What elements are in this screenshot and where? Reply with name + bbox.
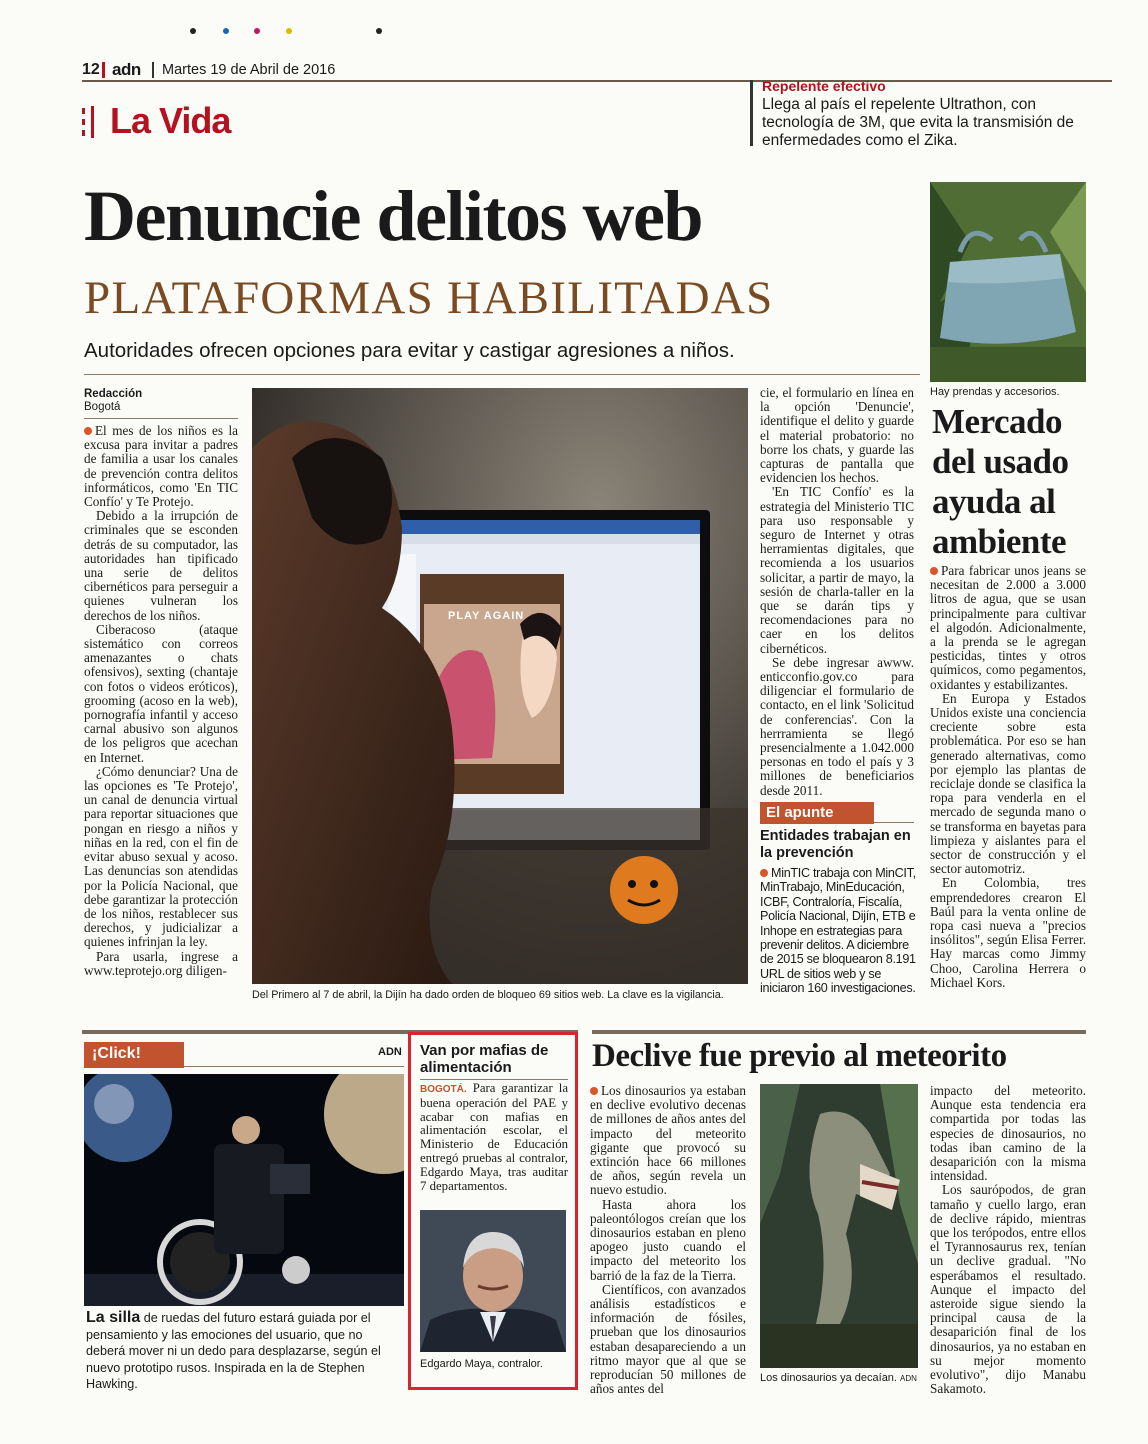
sidebar-photo (930, 182, 1086, 382)
click-caption-bold: La silla (86, 1309, 141, 1326)
apunte-text: MinTIC trabaja con MinCIT, MinTrabajo, MinEducación, ICBF, Contraloría, Fiscalía, Policía Nacional, Dijín, ETB e Inhope en estrategias para prevenir delitos. A diciembre de 2015 se bloquearon 8.191 URL de sitios web y se iniciaron 160 investigaciones. (760, 866, 916, 996)
main-photo (252, 388, 748, 984)
teaser-bar (750, 80, 753, 146)
click-photo (84, 1074, 404, 1306)
page-number: 12 (82, 61, 100, 78)
dinos-col2 (930, 1084, 1086, 1396)
paragraph: En Europa y Estados Unidos existe una conciencia creciente sobre esta problemática. Por eso se han generado alternativas, como por ejemplo las plantas de reciclaje donde se clasifica la ropa para venderla en el mercado de segunda mano o se transforma en bayetas para limpieza y aislantes para el sector de construcción y el sector automotriz. (930, 690, 1086, 877)
click-brand: ADN (378, 1046, 402, 1058)
click-rule (184, 1066, 404, 1067)
paragraph: Para fabricar unos jeans se necesitan de 2.000 a 3.000 litros de agua, que se usan principalmente para cultivar el algodón. Adicionalmente, a la prenda se le agregan pesticidas, tintes y otros químicos, como pegamentos, oxidantes y estabilizantes. (930, 563, 1086, 692)
main-article-col2 (760, 386, 914, 798)
mafias-kicker: BOGOTÁ. (420, 1084, 467, 1095)
mafias-photo (420, 1210, 566, 1352)
paragraph: El mes de los niños es la excusa para invitar a padres de familia a usar los canales de prevención contra delitos informáticos, como 'En TIC Confío' y Te Protejo. (84, 423, 238, 510)
paragraph: En Colombia, tres emprendedores crearon El Baúl para la venta online de ropa casi nueva a "precios insólitos", según Elisa Ferrer. Hay marcas como Jimmy Choo, Carolina Herrera o Michael Kors. (930, 875, 1086, 990)
paragraph: Los dinosaurios ya estaban en declive evolutivo decenas de millones de años antes del impacto del meteorito gigante que provocó su extinción hace 66 millones de años, según revela un nuevo estudio. (590, 1083, 746, 1198)
dinos-photo-credit: ADN (900, 1374, 917, 1383)
brand-logo: adn (112, 60, 141, 79)
byline-rule (84, 418, 238, 419)
paragraph: ¿Cómo denunciar? Una de las opciones es 'Te Protejo', un canal de denuncia virtual para reportar situaciones que pongan en riesgo a niños y niñas en la red, con el fin de evitar abuso sexual y acoso. Las denuncias son atendidas por la Policía Nacional, que debe garantizar la protección de los niños, restablecer sus derechos, y judicializar a quienes infrinjan la ley. (84, 763, 238, 950)
dinos-photo-caption (760, 1372, 920, 1385)
paragraph: 'En TIC Confío' es la estrategia del Ministerio TIC para uso responsable y seguro de Internet y otras herramientas digitales, que recomienda a los usuarios solicitar, a partir de mayo, la sesión de charla-taller en la que se darán tips y recomendaciones para no caer en los delitos cibernéticos. (760, 484, 914, 656)
sidebar-photo-caption: Hay prendas y accesorios. (930, 386, 1060, 398)
mafias-title: Van por mafias de alimentación (420, 1042, 549, 1076)
registration-marks (190, 28, 390, 38)
mafias-text (420, 1082, 568, 1193)
sidebar-title: Mercado del usado ayuda al ambiente (932, 402, 1069, 561)
paragraph: Hasta ahora los paleontólogos creían que los dinosaurios estaban en pleno apogeo justo cuando el impacto del meteorito los barrió de la faz de la Tierra. (590, 1196, 746, 1283)
dinos-photo (760, 1084, 918, 1368)
paragraph: cie, el formulario en línea en la opción 'Denuncie', identifique el delito y guarde el material probatorio: no borre los chats, y guarde las capturas de pantalla que evidencien los hechos. (760, 385, 914, 486)
apunte-rule (874, 822, 914, 823)
paragraph: Científicos, con avanzados análisis estadísticos e información de fósiles, prueban que los dinosaurios estaban desapareciendo a un ritmo mayor que al que se reproducían 50 millones de años antes del (590, 1281, 746, 1397)
bottom-section-rule-right (592, 1030, 1086, 1034)
byline-location: Bogotá (84, 401, 121, 413)
header-date: Martes 19 de Abril de 2016 (162, 62, 336, 78)
paragraph: Ciberacoso (ataque sistemático con correos amenazantes o chats ofensivos), sexting (chantaje con fotos o videos eróticos), grooming (acoso en la web), pornografía infantil y acceso carnal abusivo son algunos de los peligros que acechan en Internet. (84, 621, 238, 765)
dinos-headline: Declive fue previo al meteorito (592, 1038, 1007, 1074)
apunte-title: Entidades trabajan en la prevención (760, 828, 911, 861)
click-kicker: ¡Click! (92, 1045, 141, 1062)
teaser-kicker: Repelente efectivo (762, 78, 886, 94)
paragraph: Para usarla, ingrese a www.teprotejo.org diligen- (84, 948, 238, 978)
paragraph: Se debe ingresar awww. enticconfio.gov.co para diligenciar el formulario de contacto, en el link 'Solicitud de conferencias'. Con la herrramienta se llegó presencialmente a 1.042.000 personas en todo el país y 3 millones de beneficiarios desde 2011. (760, 654, 914, 798)
main-deck: Autoridades ofrecen opciones para evitar y castigar agresiones a niños. (84, 339, 735, 362)
paragraph: Debido a la irrupción de criminales que se esconden detrás de su computador, las autoridades han tipificado una serie de delitos cibernéticos para perseguir a quienes vulneran los derechos de los niños. (84, 508, 238, 623)
click-label (84, 1042, 184, 1068)
main-subheadline: PLATAFORMAS HABILITADAS (84, 272, 774, 324)
main-photo-caption: Del Primero al 7 de abril, la Dijín ha dado orden de bloqueo 69 sitios web. La clave es la vigilancia. (252, 989, 724, 1001)
mafias-rule (420, 1079, 568, 1080)
mafias-body: Para garantizar la buena operación del PAE y acabar con mafias en alimentación escolar, el Ministerio de Educación entregó pruebas al contralor, Edgardo Maya, tras auditar 7 departamentos. (420, 1081, 569, 1193)
paragraph: impacto del meteorito. Aunque esta tendencia era compartida por todas las especies de dinosaurios, no todas iban camino de la desaparición con la misma intensidad. (930, 1083, 1086, 1184)
click-caption (86, 1310, 404, 1393)
dinos-caption-text: Los dinosaurios ya decaían. (760, 1372, 897, 1384)
deck-rule (84, 374, 920, 375)
main-article-col1 (84, 424, 238, 978)
click-caption-text: de ruedas del futuro estará guiada por el pensamiento y las emociones del usuario, que no deberá mover ni un dedo para desplazarse, según el nuevo prototipo rusos. Inspirada en la de Stephen Hawking. (86, 1311, 381, 1391)
header-rule (82, 80, 1112, 82)
byline: Redacción (84, 388, 143, 400)
main-headline: Denuncie delitos web (84, 176, 702, 256)
apunte-kicker: El apunte (766, 804, 834, 821)
paragraph: Los saurópodos, de gran tamaño y cuello largo, eran de declive rápido, mientras que los terópodos, entre ellos el Tyrannosaurus rex, tenían un declive gradual. "No esperábamos el resultado. Aunque el impacto del asteroide sigue siendo la principal causa de la desaparición final de los dinosaurios, ya no estaban en su mejor momento evolutivo", dijo Manabu Sakamoto. (930, 1182, 1086, 1397)
section-marker (82, 106, 96, 140)
section-title: La Vida (110, 100, 231, 141)
apunte-label (760, 802, 874, 824)
screen-text: PLAY AGAIN (448, 610, 525, 622)
mafias-photo-caption: Edgardo Maya, contralor. (420, 1358, 543, 1370)
sidebar-text (930, 564, 1086, 990)
dinos-col1 (590, 1084, 746, 1396)
teaser-text: Llega al país el repelente Ultrathon, con tecnología de 3M, que evita la transmisión de enfermedades como el Zika. (762, 96, 1074, 149)
